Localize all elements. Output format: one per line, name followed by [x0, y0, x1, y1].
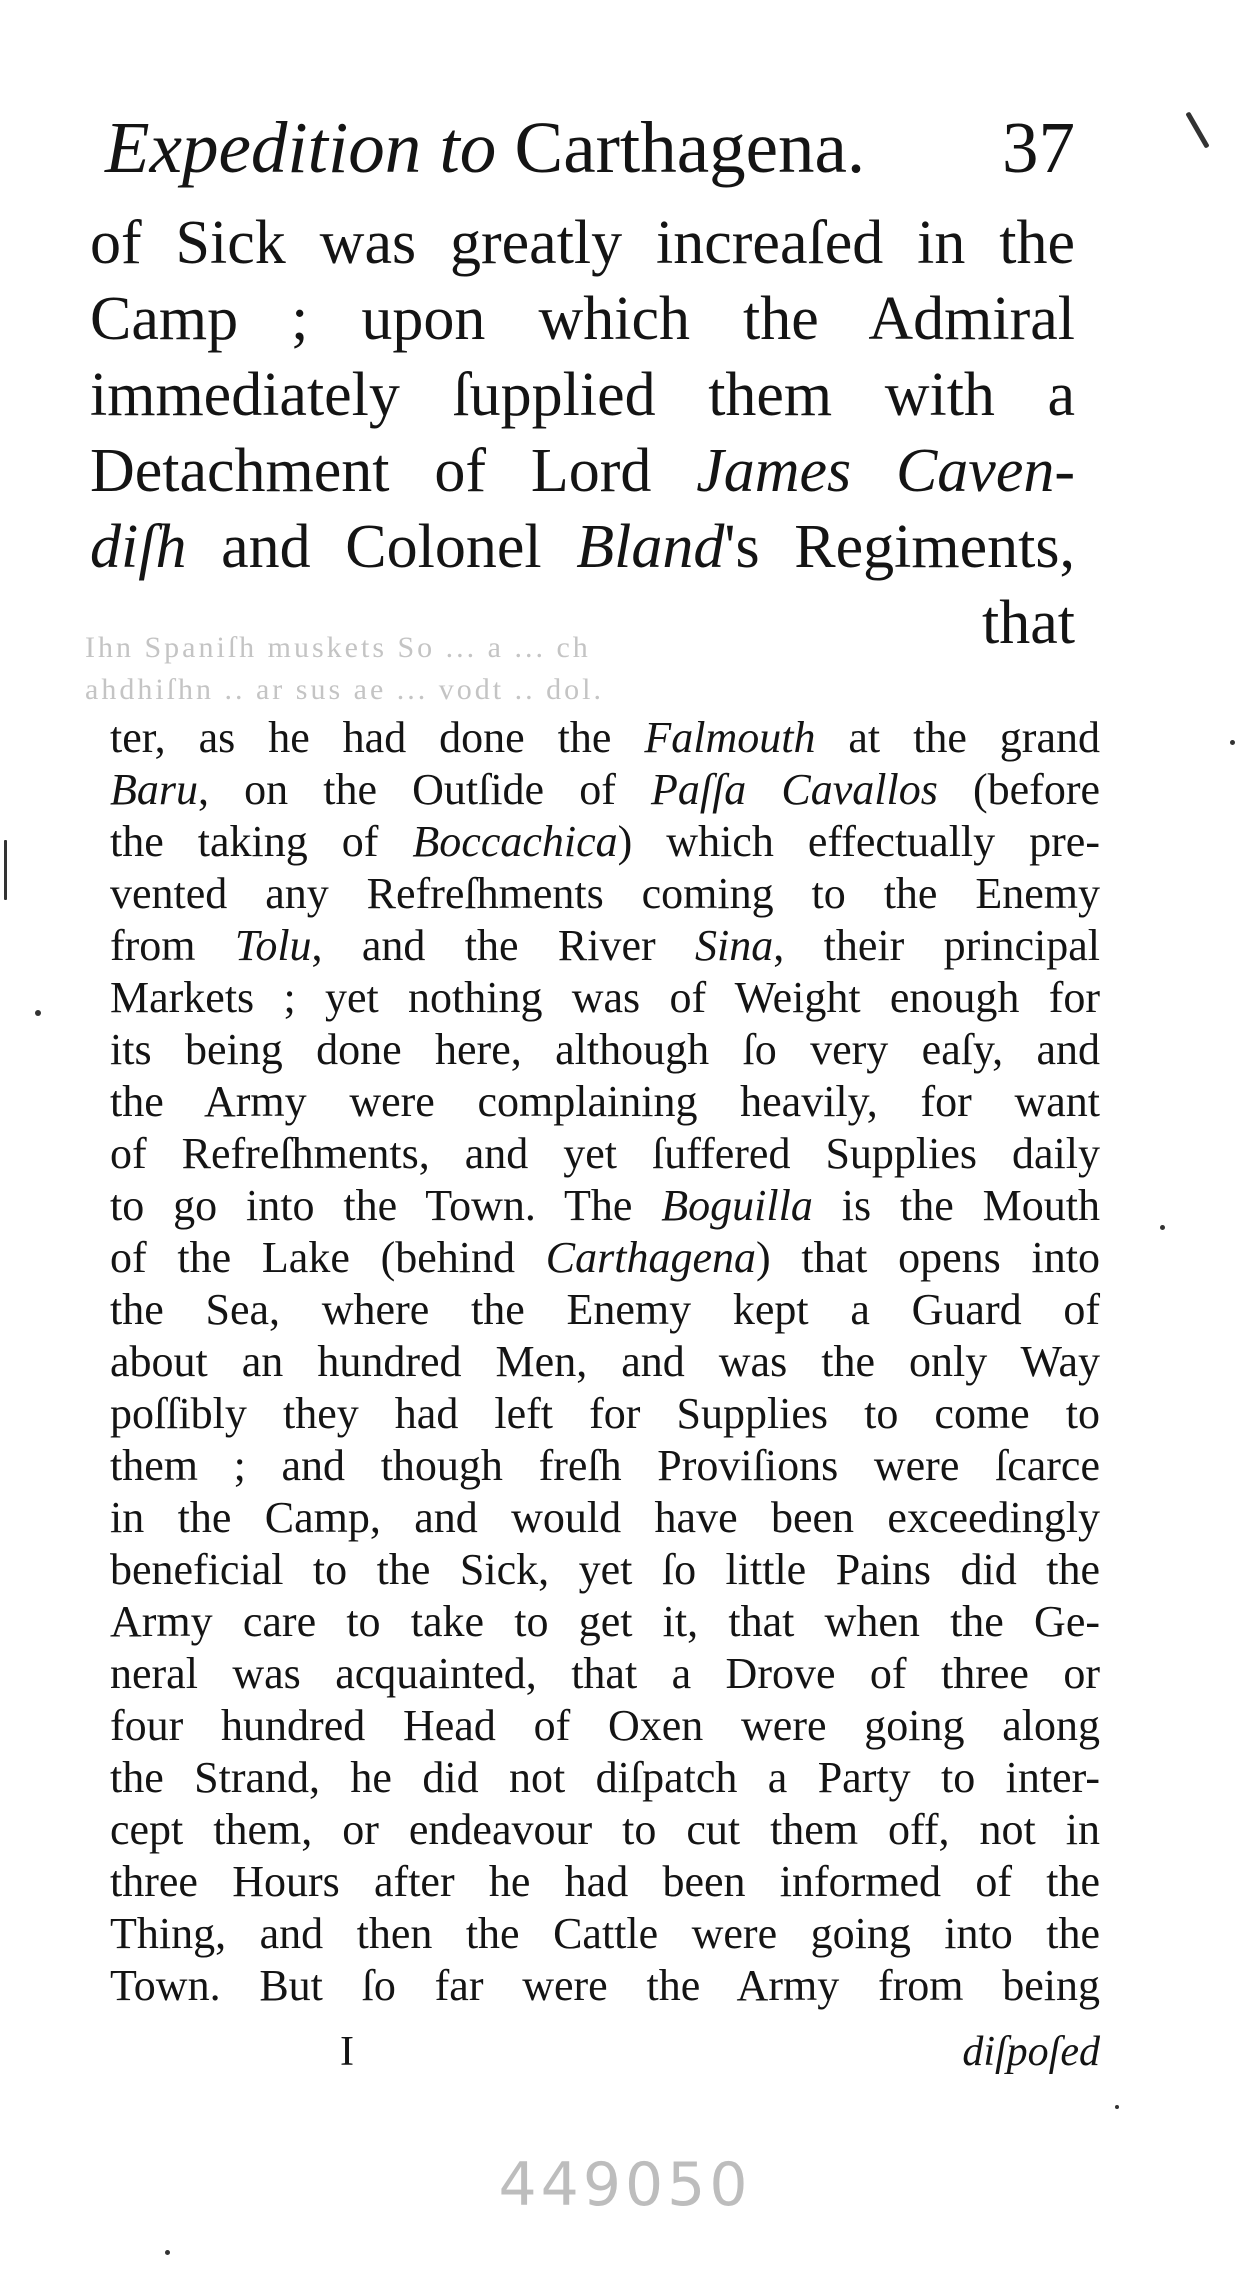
text-segment: 's Regiments, [724, 513, 1076, 581]
text-segment: the Sea, where the Enemy kept a Guard of [110, 1285, 1100, 1334]
text-segment: of the Lake (behind [110, 1233, 546, 1282]
italic-text: Tolu [234, 921, 312, 970]
text-line [110, 1440, 1100, 1492]
text-line [110, 764, 1100, 816]
text-segment: ) which effectually pre- [617, 817, 1100, 866]
ink-speck [165, 2250, 170, 2255]
text-line [110, 1752, 1100, 1804]
italic-text: diſh [90, 513, 187, 581]
text-line [110, 972, 1100, 1024]
text-segment: ) that opens into [756, 1233, 1101, 1282]
text-segment: from [110, 921, 235, 970]
text-segment: cept them, or endeavour to cut them off, not in [110, 1805, 1100, 1854]
text-segment: neral was acquainted, that a Drove of three or [110, 1649, 1100, 1698]
text-line [110, 1544, 1100, 1596]
text-segment: the Army were complaining heavily, for want [110, 1077, 1100, 1126]
text-segment: Thing, and then the Cattle were going into the [110, 1909, 1100, 1958]
text-segment: is the Mouth [812, 1181, 1100, 1230]
text-line [110, 1232, 1100, 1284]
italic-text: Carthagena [545, 1233, 757, 1282]
text-segment: the taking of [110, 817, 413, 866]
text-segment: of Sick was greatly increaſed in the [90, 209, 1075, 277]
text-segment: to go into the Town. The [110, 1181, 662, 1230]
text-line [110, 1908, 1100, 1960]
italic-text: Boccachica [412, 817, 618, 866]
text-line [110, 1388, 1100, 1440]
upper-text-block [90, 205, 1075, 661]
text-line [110, 920, 1100, 972]
text-line [90, 433, 1075, 509]
text-segment: at the grand [815, 713, 1100, 762]
bleed-through-line: ahdhiſhn .. ar sus ae ... vodt .. dol. [85, 673, 604, 706]
text-line [110, 1128, 1100, 1180]
text-segment: its being done here, although ſo very eaſy, and [110, 1025, 1100, 1074]
text-line [110, 1336, 1100, 1388]
text-segment: vented any Refreſhments coming to the Enemy [110, 869, 1100, 918]
text-segment: immediately ſupplied them with a [90, 361, 1075, 429]
text-segment: three Hours after he had been informed of the [110, 1857, 1100, 1906]
text-segment: poſſibly they had left for Supplies to come to [110, 1389, 1100, 1438]
italic-text: Falmouth [644, 713, 816, 762]
text-line [110, 868, 1100, 920]
ink-speck [35, 1010, 41, 1016]
text-segment: and Colonel [186, 513, 577, 581]
text-segment: , on the Outſide of [198, 765, 651, 814]
catchword: diſpoſed [962, 2029, 1100, 2075]
text-line [110, 1596, 1100, 1648]
text-line [110, 712, 1100, 764]
text-segment: in the Camp, and would have been exceedingly [110, 1493, 1100, 1542]
text-segment: beneficial to the Sick, yet ſo little Pains did the [110, 1545, 1100, 1594]
header-title-roman: Carthagena. [514, 107, 866, 188]
italic-text: Sina [695, 921, 774, 970]
italic-text: Bland [576, 513, 725, 581]
text-segment: the Strand, he did not diſpatch a Party to inter- [110, 1753, 1100, 1802]
text-line [110, 1856, 1100, 1908]
text-segment: , their principal [773, 921, 1100, 970]
ink-speck [1115, 2105, 1119, 2109]
text-segment: of Refreſhments, and yet ſuffered Supplies daily [110, 1129, 1100, 1178]
lower-text-block [110, 712, 1100, 2012]
text-segment: Town. But ſo far were the Army from being [110, 1961, 1100, 2010]
text-line [110, 1180, 1100, 1232]
text-segment: about an hundred Men, and was the only Way [110, 1337, 1100, 1386]
ink-speck [1160, 1225, 1165, 1230]
text-line [110, 1648, 1100, 1700]
text-segment: Camp ; upon which the Admiral [90, 285, 1075, 353]
text-line [110, 1076, 1100, 1128]
italic-text: Paſſa Cavallos [650, 765, 938, 814]
text-line [110, 816, 1100, 868]
text-line [90, 281, 1075, 357]
text-line [110, 1492, 1100, 1544]
header-title-italic: Expedition to [105, 107, 497, 188]
text-line [110, 1804, 1100, 1856]
ink-mark [1185, 111, 1209, 148]
italic-text: James Caven- [696, 437, 1075, 505]
italic-text: Boguilla [661, 1181, 813, 1230]
catchword-upper: that [982, 589, 1075, 657]
text-segment: (before [937, 765, 1101, 814]
text-line [110, 1700, 1100, 1752]
text-segment: four hundred Head of Oxen were going along [110, 1701, 1100, 1750]
signature-mark: I [340, 2029, 354, 2075]
running-header [105, 100, 1075, 195]
page-number: 37 [1002, 107, 1075, 188]
text-line [110, 1284, 1100, 1336]
text-line [90, 357, 1075, 433]
bleed-through-line: Ihn Spaniſh muskets So ... a ... ch [85, 631, 591, 664]
text-segment: Detachment of Lord [90, 437, 697, 505]
text-segment: Markets ; yet nothing was of Weight enough for [110, 973, 1100, 1022]
text-line [90, 205, 1075, 281]
edge-mark [4, 840, 7, 900]
text-segment: Army care to take to get it, that when the Ge- [110, 1597, 1100, 1646]
text-segment: ter, as he had done the [110, 713, 645, 762]
text-line [110, 1024, 1100, 1076]
ink-speck [1230, 740, 1235, 745]
text-line [110, 1960, 1100, 2012]
text-line [90, 509, 1075, 585]
text-segment: them ; and though freſh Proviſions were ſcarce [110, 1441, 1100, 1490]
italic-text: Baru [110, 765, 198, 814]
library-stamp: 449050 [498, 2150, 752, 2220]
text-segment: , and the River [311, 921, 696, 970]
